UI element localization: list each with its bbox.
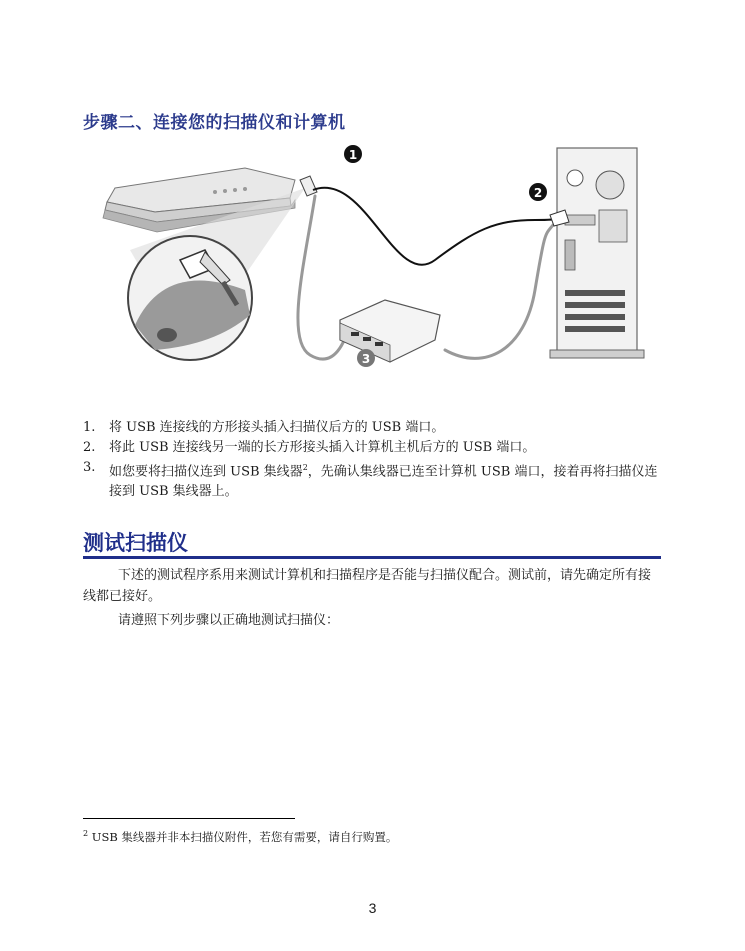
list-text: 将此 USB 连接线另一端的长方形接头插入计算机主机后方的 USB 端口。: [109, 440, 536, 455]
list-item: [83, 438, 663, 458]
list-item: [83, 418, 663, 438]
usb-hub-illustration: [340, 300, 440, 362]
list-item: [83, 458, 663, 502]
list-text: [109, 458, 663, 502]
list-text: 将 USB 连接线的方形接头插入扫描仪后方的 USB 端口。: [109, 420, 445, 435]
footnote-divider: [83, 818, 295, 819]
list-number: 1.: [83, 420, 96, 435]
callout-2: 2: [533, 186, 543, 200]
steps-list: [83, 418, 663, 502]
computer-tower-illustration: [550, 148, 644, 358]
connection-diagram: [95, 140, 655, 372]
paragraph: 下述的测试程序系用来测试计算机和扫描程序是否能与扫描仪配合。测试前，请先确定所有接线都已接好。: [83, 568, 652, 604]
callout-1: 1: [348, 148, 358, 162]
footnote-text: USB 集线器并非本扫描仪附件，若您有需要，请自行购置。: [88, 829, 398, 844]
step-heading: 步骤二、连接您的扫描仪和计算机: [83, 113, 346, 133]
footnote: [83, 826, 397, 845]
list-text-part: ，先确认集线器已连至计算机 USB 端口，接着再将扫描仪连接到 USB 集线器上。: [109, 464, 658, 500]
paragraph: 请遵照下列步骤以正确地测试扫描仪：: [118, 613, 340, 628]
list-number: 2.: [83, 440, 96, 455]
section-title: 测试扫描仪: [83, 531, 188, 555]
section-rule: [83, 556, 661, 559]
footnote-ref: 2: [302, 463, 308, 472]
footnote-marker: 2: [83, 829, 89, 838]
page-number: 3: [368, 900, 377, 916]
list-number: 3.: [83, 460, 96, 475]
callout-3: 3: [361, 352, 371, 366]
list-text-part: 如您要将扫描仪连到 USB 集线器: [109, 464, 303, 480]
